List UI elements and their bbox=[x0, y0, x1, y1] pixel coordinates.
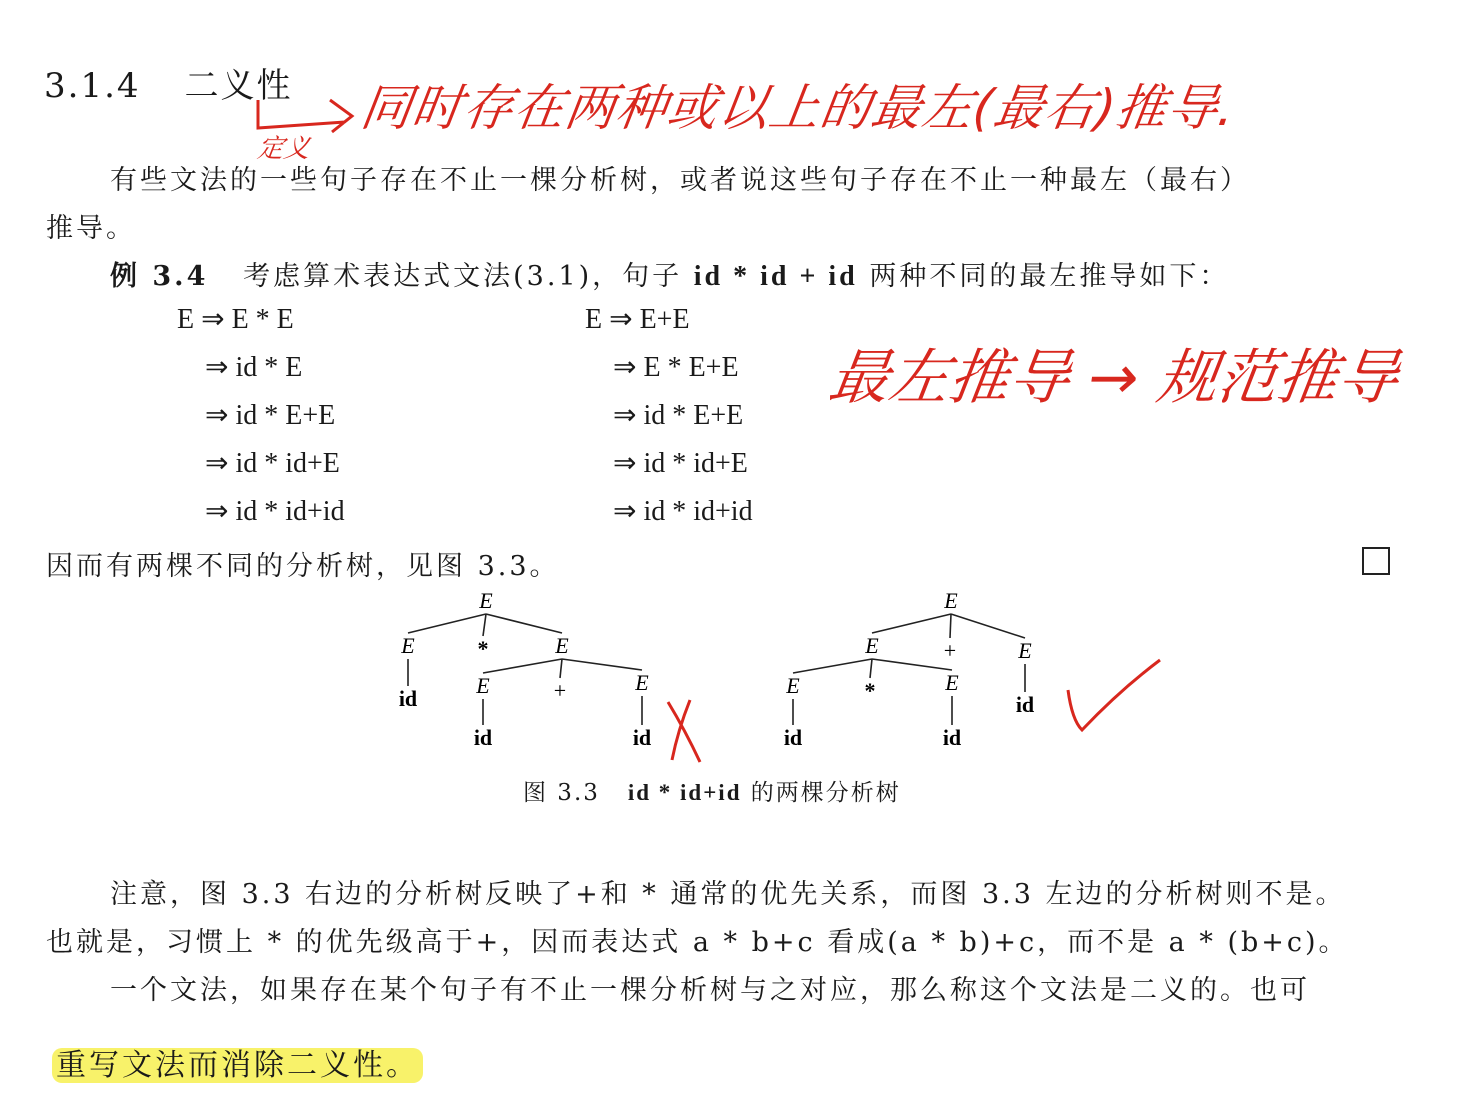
tree-node: E bbox=[944, 588, 958, 613]
figure-caption bbox=[523, 774, 901, 807]
tree-edge bbox=[793, 659, 872, 673]
tree-node: * bbox=[477, 636, 489, 661]
derivation-step: ⇒ id * E+E bbox=[205, 400, 336, 431]
caption-expr: id * id+id bbox=[627, 780, 742, 805]
tree-node: E bbox=[1018, 638, 1032, 663]
tree-edge bbox=[483, 614, 486, 636]
derivation-step: E ⇒ E * E bbox=[177, 304, 294, 335]
tree-edge bbox=[951, 614, 1025, 638]
paragraph2-line2: 也就是，习惯上 * 的优先级高于+，因而表达式 a * b+c 看成(a * b)+c，而不是 a * (b+c)。 bbox=[46, 927, 1349, 958]
derivation-step: ⇒ id * id+id bbox=[613, 496, 753, 527]
tree-node: E bbox=[479, 588, 493, 613]
tree-node: E bbox=[865, 633, 879, 658]
tree-node: id bbox=[942, 725, 962, 750]
tree-node: id bbox=[398, 686, 418, 711]
tree-node: E bbox=[786, 673, 800, 698]
annotation-note-right: 规范推导 bbox=[1152, 343, 1403, 413]
example-label: 例 3.4 bbox=[110, 261, 209, 292]
tree-edge bbox=[483, 659, 562, 673]
tree-edge bbox=[486, 614, 562, 633]
highlighted-line bbox=[52, 1040, 423, 1084]
example-text-a: 考虑算术表达式文法(3.1)，句子 bbox=[243, 261, 683, 292]
tree-node: + bbox=[943, 638, 957, 663]
annotation-definition-label: 定义 bbox=[255, 134, 312, 164]
tree-node: E bbox=[945, 670, 959, 695]
caption-number: 图 3.3 bbox=[523, 780, 600, 806]
example-sentence: id * id + id bbox=[693, 261, 858, 292]
derivation-step: ⇒ id * E+E bbox=[613, 400, 744, 431]
annotation-definition-text: 同时存在两种或以上的最左(最右)推导. bbox=[357, 79, 1240, 137]
tree-node: id bbox=[783, 725, 803, 750]
tree-edge bbox=[408, 614, 486, 633]
tree-edge bbox=[950, 614, 951, 638]
derivation-step: ⇒ E * E+E bbox=[613, 352, 739, 383]
paragraph2-line3: 一个文法，如果存在某个句子有不止一棵分析树与之对应，那么称这个文法是二义的。也可 bbox=[110, 975, 1310, 1006]
tree-edge bbox=[872, 614, 951, 633]
tree-node: E bbox=[476, 673, 490, 698]
tree-edge bbox=[872, 659, 952, 670]
derivation-step: E ⇒ E+E bbox=[585, 304, 690, 335]
tree-node: + bbox=[553, 678, 567, 703]
example-text-b: 两种不同的最左推导如下： bbox=[869, 261, 1230, 292]
left-parse-tree bbox=[399, 588, 651, 750]
paragraph1-line2: 推导。 bbox=[46, 213, 136, 244]
tree-node: id bbox=[473, 725, 493, 750]
tree-edge bbox=[562, 659, 642, 670]
highlighted-text: 重写文法而消除二义性。 bbox=[52, 1048, 423, 1083]
paragraph2-line1: 注意，图 3.3 右边的分析树反映了+和 * 通常的优先关系，而图 3.3 左边的分析树则不是。 bbox=[110, 879, 1346, 910]
tree-node: E bbox=[635, 670, 649, 695]
derivation-step: ⇒ id * id+E bbox=[613, 448, 748, 479]
derivation-step: ⇒ id * E bbox=[205, 352, 303, 383]
tree-node: E bbox=[401, 633, 415, 658]
annotation-note-arrow: → bbox=[1083, 343, 1144, 413]
right-parse-tree bbox=[784, 588, 1034, 750]
derivation-step: ⇒ id * id+E bbox=[205, 448, 340, 479]
section-number: 3.1.4 bbox=[44, 66, 141, 106]
tree-edge bbox=[560, 659, 562, 678]
tree-edge bbox=[870, 659, 872, 678]
tree-node: id bbox=[1015, 692, 1035, 717]
conclusion: 因而有两棵不同的分析树，见图 3.3。 bbox=[46, 551, 560, 582]
derivation-step: ⇒ id * id+id bbox=[205, 496, 345, 527]
tree-node: id bbox=[632, 725, 652, 750]
tree-node: E bbox=[555, 633, 569, 658]
tree-node: * bbox=[864, 678, 876, 703]
section-title: 二义性 bbox=[184, 66, 293, 106]
paragraph1-line1: 有些文法的一些句子存在不止一棵分析树，或者说这些句子存在不止一种最左（最右） bbox=[110, 165, 1250, 196]
annotation-note-left: 最左推导 bbox=[824, 343, 1075, 413]
caption-text: 的两棵分析树 bbox=[750, 780, 901, 806]
